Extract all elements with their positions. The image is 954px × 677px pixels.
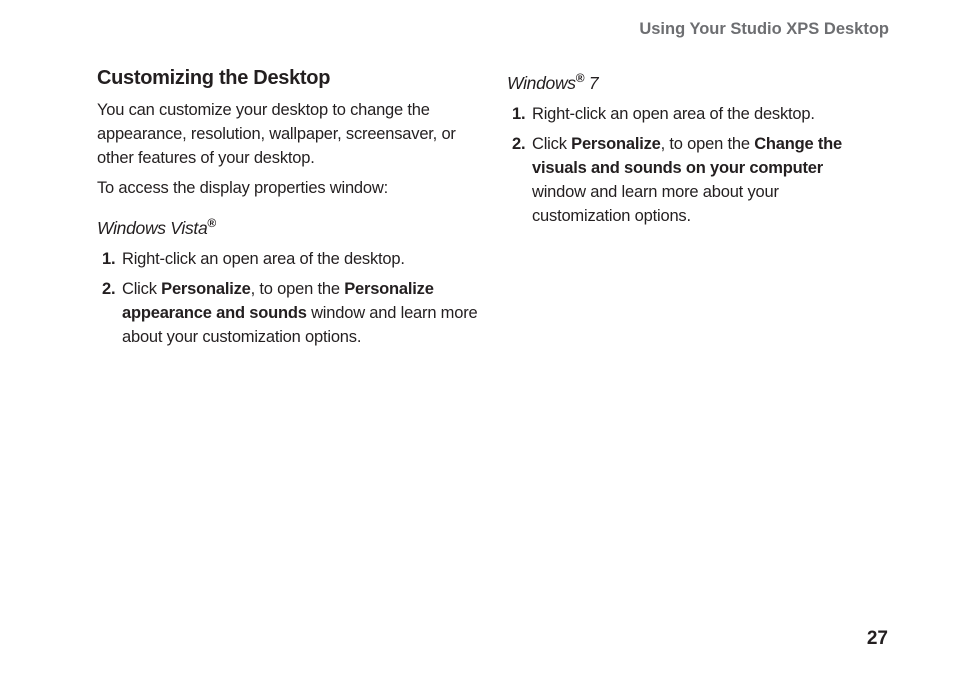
page-number: 27: [866, 628, 888, 649]
step-bold-personalize: Personalize: [161, 279, 251, 298]
registered-mark: ®: [575, 71, 585, 85]
step-bold-personalize: Personalize: [571, 134, 661, 153]
running-header: Using Your Studio XPS Desktop: [639, 20, 889, 38]
list-item: [97, 277, 492, 349]
step-text: Right-click an open area of the desktop.: [122, 249, 405, 268]
left-column: [97, 67, 492, 355]
step-number: 1.: [512, 104, 526, 123]
step-text-post: window and learn more about your customization options.: [122, 303, 478, 346]
step-number: 2.: [512, 134, 526, 153]
section-title: Customizing the Desktop: [97, 67, 331, 89]
step-number: 1.: [102, 249, 116, 268]
os-heading-win7: [507, 71, 877, 94]
win7-steps: [507, 102, 877, 228]
step-text-pre: Click: [122, 279, 162, 298]
list-item: [97, 247, 492, 271]
step-number: 2.: [102, 279, 116, 298]
step-text-pre: Click: [532, 134, 572, 153]
right-column: [507, 71, 877, 234]
intro-paragraph: You can customize your desktop to change the appearance, resolution, wallpaper, screensaver, or other features of your desktop.: [97, 101, 456, 167]
step-text-post: window and learn more about your customization options.: [532, 182, 779, 225]
step-bold-window-name: Personalize appearance and sounds: [122, 279, 434, 322]
step-text-mid: , to open the: [660, 134, 755, 153]
os-label: Windows: [507, 72, 576, 93]
step-text-mid: , to open the: [250, 279, 345, 298]
os-label: Windows Vista: [97, 217, 208, 238]
list-item: [507, 132, 877, 228]
vista-steps: [97, 247, 492, 349]
step-bold-window-name: Change the visuals and sounds on your computer: [532, 134, 843, 177]
registered-mark: ®: [207, 216, 216, 230]
os-version: 7: [584, 72, 599, 93]
access-paragraph: To access the display properties window:: [97, 179, 388, 197]
step-text: Right-click an open area of the desktop.: [532, 104, 815, 123]
os-heading-vista: [97, 216, 492, 239]
list-item: [507, 102, 877, 126]
